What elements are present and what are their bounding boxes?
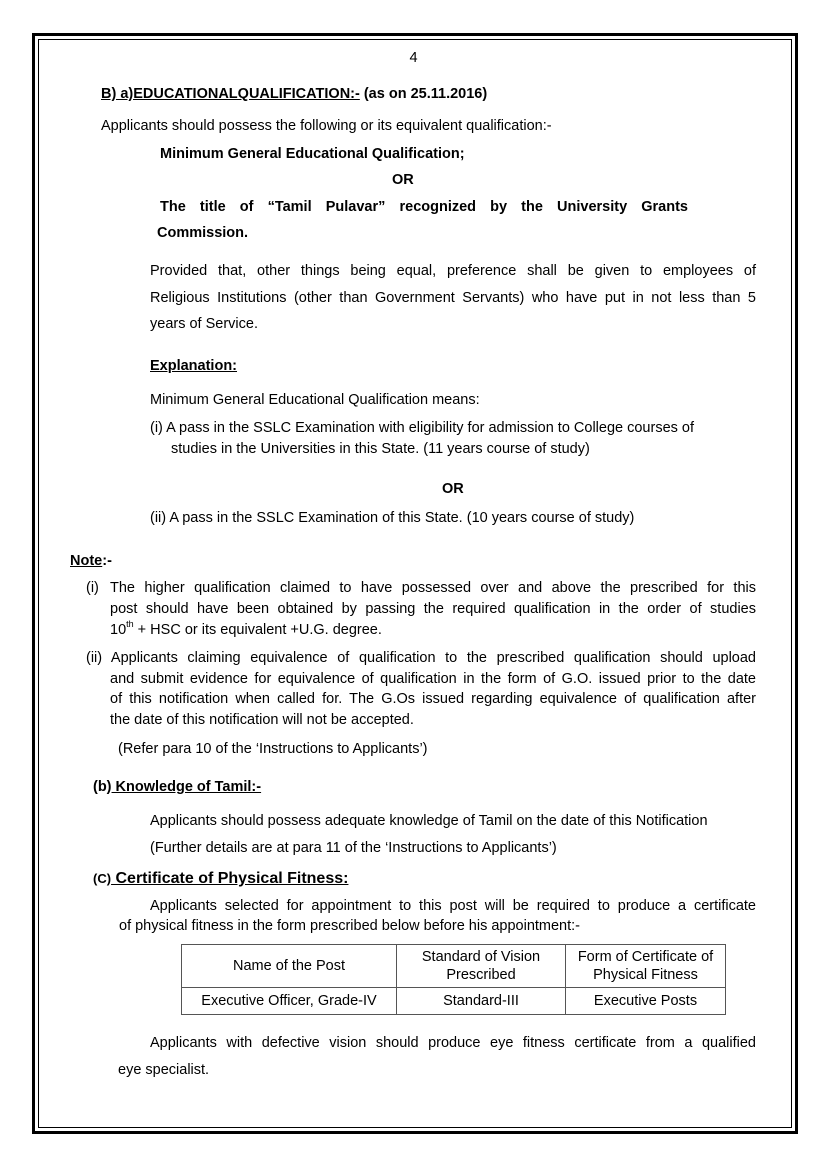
fitness-heading: Certificate of Physical Fitness: bbox=[111, 870, 349, 887]
table-cell: Executive Officer, Grade-IV bbox=[182, 988, 397, 1015]
tamil-label: (b) bbox=[93, 779, 112, 795]
provided-line3: years of Service. bbox=[150, 316, 258, 332]
table-header-cell: Name of the Post bbox=[182, 945, 397, 988]
note-item1-line1: The higher qualification claimed to have possessed over and above the prescribed for this bbox=[110, 580, 756, 596]
fitness-heading-row bbox=[93, 869, 348, 888]
note-item1-line2: post should have been obtained by passing the required qualification in the order of studies bbox=[110, 601, 756, 617]
tamil-line1: Applicants should possess adequate knowledge of Tamil on the date of this Notification bbox=[150, 813, 708, 829]
tamil-pulavar-line2: Commission. bbox=[157, 225, 249, 241]
provided-line1: Provided that, other things being equal, preference shall be given to employees of bbox=[150, 263, 756, 279]
note-item1-line3 bbox=[110, 619, 382, 639]
min-qualification: Minimum General Educational Qualification; bbox=[160, 146, 465, 162]
tamil-pulavar-line1: The title of “Tamil Pulavar” recognized by the University Grants bbox=[160, 199, 688, 215]
or-separator-1: OR bbox=[392, 172, 414, 188]
note-heading-row bbox=[70, 553, 112, 570]
defective-line2: eye specialist. bbox=[118, 1062, 210, 1078]
fitness-line2: of physical fitness in the form prescribed below before his appointment:- bbox=[119, 918, 581, 934]
note-item1-superscript: th bbox=[126, 619, 134, 629]
defective-line1: Applicants with defective vision should produce eye fitness certificate from a qualified bbox=[150, 1035, 756, 1051]
tamil-line2: (Further details are at para 11 of the ‘Instructions to Applicants’) bbox=[150, 840, 557, 856]
note-item1-number: (i) bbox=[86, 580, 99, 596]
explanation-item1-line1: (i) A pass in the SSLC Examination with eligibility for admission to College courses of bbox=[150, 420, 695, 436]
section-b-heading-row bbox=[101, 86, 487, 103]
provided-line2: Religious Institutions (other than Government Servants) who have put in not less than 5 bbox=[150, 290, 756, 306]
or-separator-2: OR bbox=[442, 481, 464, 497]
note-item2-line1: (ii) Applicants claiming equivalence of qualification to the prescribed qualification should upload bbox=[86, 650, 756, 666]
table-header-cell: Form of Certificate of Physical Fitness bbox=[566, 945, 726, 988]
page-number: 4 bbox=[409, 50, 418, 66]
tamil-heading-row bbox=[93, 779, 261, 796]
note-item2-line4: the date of this notification will not be accepted. bbox=[110, 712, 414, 728]
table-cell: Executive Posts bbox=[566, 988, 726, 1015]
table-cell: Standard-III bbox=[397, 988, 566, 1015]
note-item1-line3-a: 10 bbox=[110, 622, 127, 638]
note-refer: (Refer para 10 of the ‘Instructions to Applicants’) bbox=[118, 741, 428, 757]
note-item1-line3-b: + HSC or its equivalent +U.G. degree. bbox=[133, 622, 382, 638]
table-row bbox=[182, 988, 726, 1015]
fitness-line1: Applicants selected for appointment to this post will be required to produce a certificate bbox=[150, 898, 756, 914]
vision-standard-table bbox=[181, 944, 726, 1015]
section-b-date: (as on 25.11.2016) bbox=[359, 86, 488, 102]
tamil-heading: Knowledge of Tamil:- bbox=[111, 779, 262, 795]
explanation-item2: (ii) A pass in the SSLC Examination of this State. (10 years course of study) bbox=[150, 510, 635, 526]
explanation-means: Minimum General Educational Qualification means: bbox=[150, 392, 480, 408]
explanation-item1-line2: studies in the Universities in this State. (11 years course of study) bbox=[171, 441, 590, 457]
note-item2-line3: of this notification when called for. The G.Os issued regarding equivalence of qualification after bbox=[110, 691, 756, 707]
section-b-heading: B) a)EDUCATIONALQUALIFICATION:- bbox=[101, 86, 360, 102]
note-item2-line2: and submit evidence for equivalence of qualification in the form of G.O. issued prior to the date bbox=[110, 671, 756, 687]
table-header-row bbox=[182, 945, 726, 988]
fitness-label: (C) bbox=[93, 871, 112, 886]
note-heading-suffix: :- bbox=[102, 553, 112, 569]
table-header-cell: Standard of Vision Prescribed bbox=[397, 945, 566, 988]
explanation-heading: Explanation: bbox=[150, 358, 238, 374]
note-heading: Note bbox=[70, 553, 103, 569]
section-b-intro: Applicants should possess the following or its equivalent qualification:- bbox=[101, 118, 552, 134]
